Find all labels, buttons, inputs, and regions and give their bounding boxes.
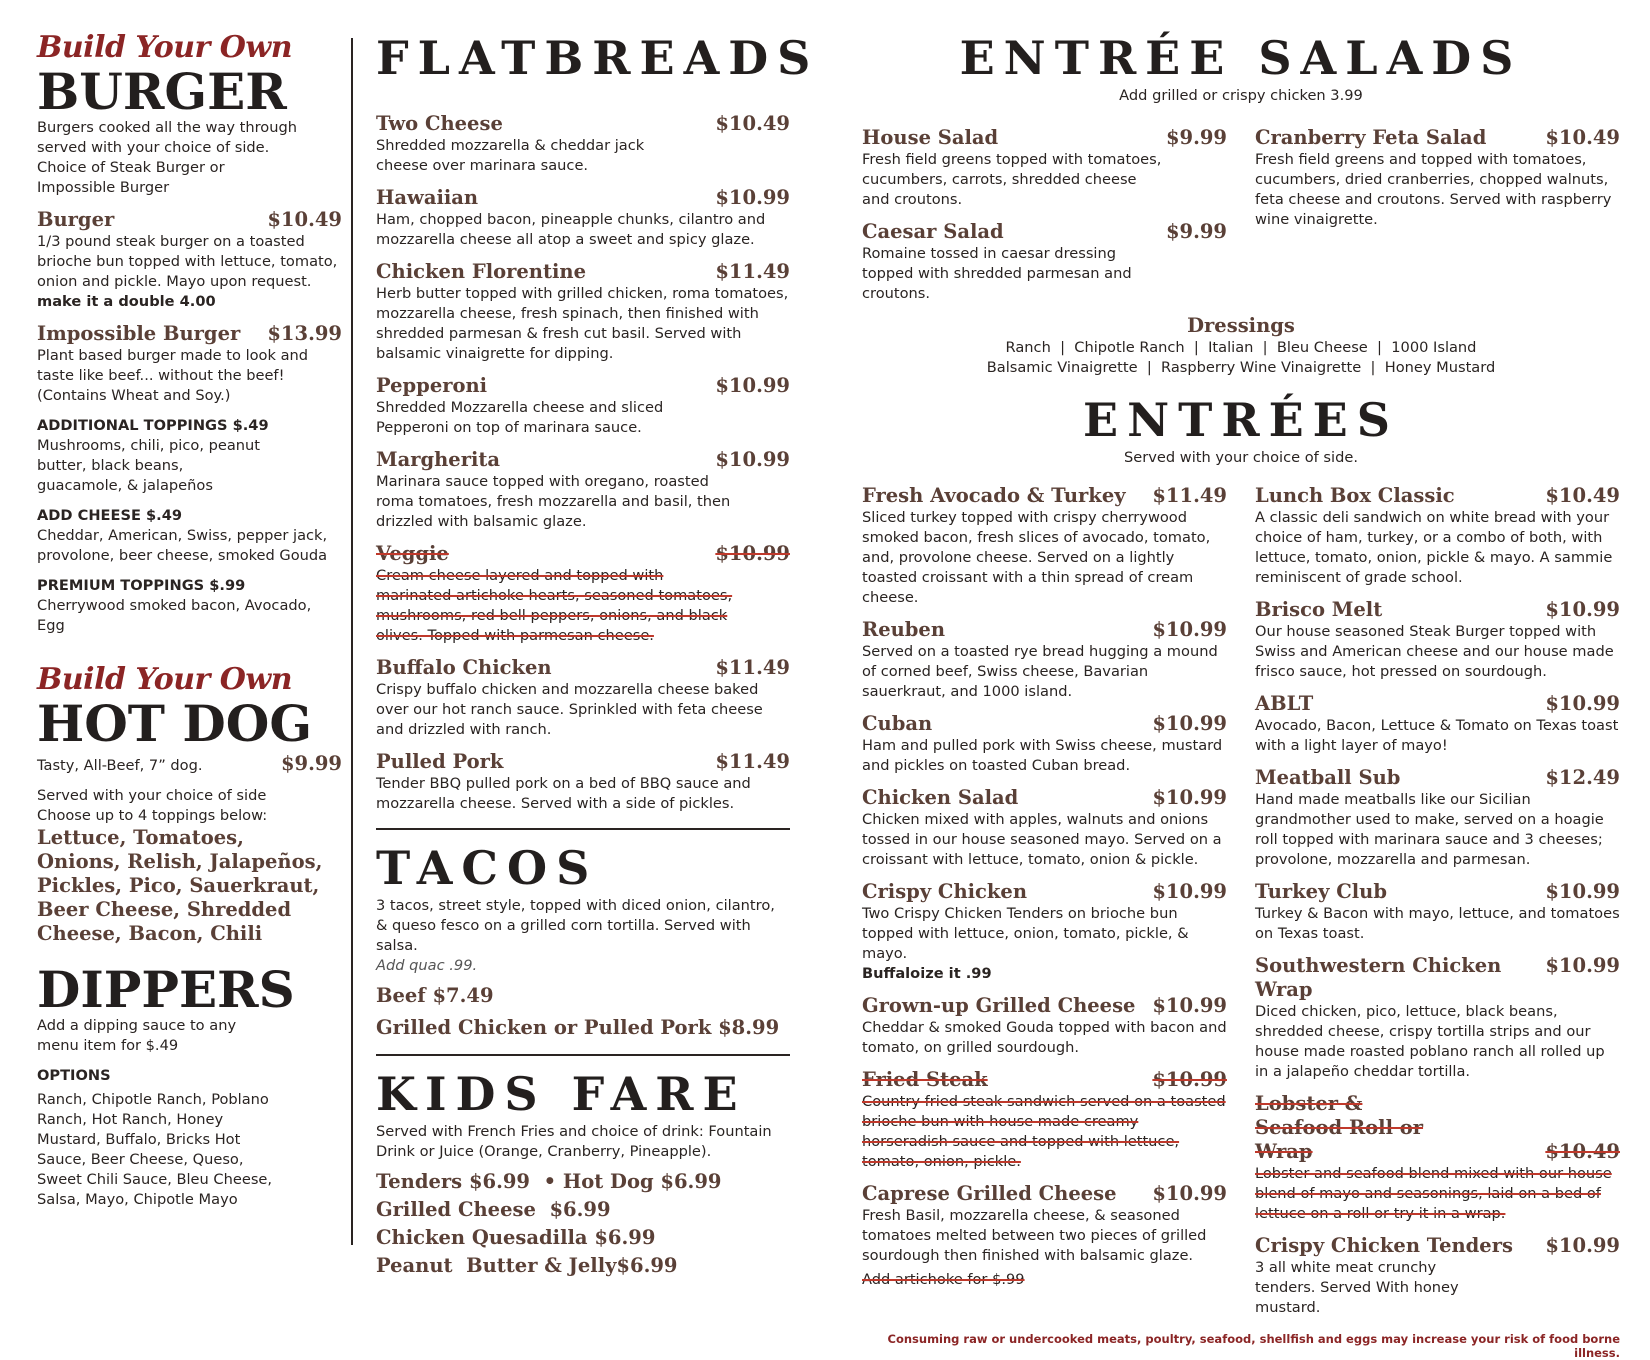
menu-item	[376, 448, 790, 532]
item-name: Impossible Burger	[37, 322, 241, 345]
item-desc: A classic deli sandwich on white bread with your choice of ham, turkey, or a combo of both, with lettuce, tomato, onion, pickle & mayo. A sammie reminiscent of grade school.	[1255, 509, 1613, 586]
item-desc: Plant based burger made to look and taste like beef... without the beef! (Contains Wheat and Soy.)	[37, 347, 309, 404]
item-name: Lobster & Seafood Roll or Wrap	[1255, 1092, 1424, 1163]
kids-row: Chicken Quesadilla $6.99	[376, 1226, 656, 1249]
kids-desc: Served with French Fries and choice of drink: Fountain Drink or Juice (Orange, Cranberry, Pineapple).	[376, 1123, 772, 1160]
item-name: Buffalo Chicken	[376, 656, 552, 679]
item-price: $10.99	[1152, 1068, 1227, 1091]
section-divider	[376, 1054, 790, 1056]
item-name: Chicken Florentine	[376, 260, 586, 283]
tacos-option: Grilled Chicken or Pulled Pork $8.99	[376, 1016, 780, 1039]
item-name: Cranberry Feta Salad	[1255, 126, 1487, 149]
item-price: $12.49	[1545, 766, 1620, 789]
menu-item	[1255, 880, 1620, 944]
item-desc: Turkey & Bacon with mayo, lettuce, and tomatoes on Texas toast.	[1255, 905, 1620, 942]
item-name: Lunch Box Classic	[1255, 484, 1455, 507]
item-price: $11.49	[715, 750, 790, 773]
burger-title: BURGER	[37, 62, 287, 121]
item-name: Crispy Chicken Tenders	[1255, 1234, 1513, 1257]
item-price: $10.99	[1152, 712, 1227, 735]
item-desc: Herb butter topped with grilled chicken, roma tomatoes, mozzarella cheese, fresh spinach, then finished with shredded parmesan & fresh cut basil. Served with balsamic vinaigrette for dipping.	[376, 285, 789, 362]
menu-item	[862, 994, 1227, 1058]
item-price: $10.99	[715, 374, 790, 397]
menu-item	[862, 1182, 1227, 1290]
item-price: $10.99	[1545, 692, 1620, 715]
salads-title: ENTRÉE SALADS	[959, 31, 1523, 85]
item-desc: 1/3 pound steak burger on a toasted brioche bun topped with lettuce, tomato, onion and pickle. Mayo upon request.	[37, 233, 338, 290]
item-desc: Chicken mixed with apples, walnuts and onions tossed in our house seasoned mayo. Served on a croissant with lettuce, tomato, onion & pickle.	[862, 811, 1222, 868]
item-desc: Shredded mozzarella & cheddar jack cheese over marinara sauce.	[376, 137, 645, 174]
item-price: $9.99	[1165, 126, 1227, 149]
item-desc: Diced chicken, pico, lettuce, black beans, shredded cheese, crispy tortilla strips and our house made roasted poblano ranch all rolled up in a jalapeño cheddar tortilla.	[1255, 1003, 1605, 1080]
hotdog-title: HOT DOG	[37, 694, 313, 753]
menu-item	[862, 484, 1227, 608]
toppings-title: ADDITIONAL TOPPINGS $.49	[37, 417, 269, 434]
item-desc: 3 all white meat crunchy tenders. Served With honey mustard.	[1255, 1259, 1459, 1316]
toppings-group	[37, 506, 342, 566]
menu-item	[376, 656, 790, 740]
item-desc: Fresh Basil, mozzarella cheese, & seasoned tomatoes melted between two pieces of grilled sourdough then finished with balsamic glaze.	[862, 1207, 1207, 1264]
column-flatbreads	[376, 30, 820, 1278]
menu-item	[862, 786, 1227, 870]
column-burgers	[37, 30, 342, 1210]
item-extra: make it a double 4.00	[37, 293, 216, 310]
hotdog-toppings: Lettuce, Tomatoes, Onions, Relish, Jalapeños, Pickles, Pico, Sauerkraut, Beer Cheese, Shredded Cheese, Bacon, Chili	[37, 826, 323, 945]
item-price: $10.99	[715, 542, 790, 565]
section-divider	[376, 828, 790, 830]
item-name: House Salad	[862, 126, 999, 149]
hotdog-desc: Tasty, All-Beef, 7” dog.	[37, 757, 203, 774]
menu-item	[1255, 1234, 1620, 1318]
toppings-title: PREMIUM TOPPINGS $.99	[37, 577, 246, 594]
entrees-title: ENTRÉES	[1083, 393, 1399, 447]
item-desc: Tender BBQ pulled pork on a bed of BBQ sauce and mozzarella cheese. Served with a side of pickles.	[376, 775, 751, 812]
menu-item	[862, 712, 1227, 776]
menu-item	[862, 126, 1227, 210]
burger-script-title: Build Your Own	[37, 30, 293, 65]
item-name: Meatball Sub	[1255, 766, 1401, 789]
item-price: $10.99	[1545, 598, 1620, 621]
food-safety-disclaimer: Consuming raw or undercooked meats, poultry, seafood, shellfish and eggs may increase your risk of food borne illness.	[887, 1332, 1620, 1360]
menu-item	[37, 208, 342, 312]
salads-subtitle: Add grilled or crispy chicken 3.99	[1119, 87, 1363, 104]
menu-item	[376, 750, 790, 814]
tacos-note: Add quac .99.	[376, 957, 478, 974]
kids-row: Peanut Butter & Jelly$6.99	[376, 1254, 678, 1277]
dressings-line: Ranch | Chipotle Ranch | Italian | Bleu Cheese | 1000 Island	[1005, 339, 1477, 356]
item-extra: Add artichoke for $.99	[862, 1271, 1025, 1288]
item-price: $10.99	[1152, 1182, 1227, 1205]
item-name: Brisco Melt	[1255, 598, 1383, 621]
item-name: Grown-up Grilled Cheese	[862, 994, 1136, 1017]
item-name: Turkey Club	[1255, 880, 1387, 903]
item-price: $10.99	[715, 186, 790, 209]
item-price: $10.99	[1545, 880, 1620, 903]
burger-intro: Burgers cooked all the way through served with your choice of side. Choice of Steak Burger or Impossible Burger	[37, 119, 297, 196]
dippers-options: Ranch, Chipotle Ranch, Poblano Ranch, Hot Ranch, Honey Mustard, Buffalo, Bricks Hot Sauce, Beer Cheese, Queso, Sweet Chili Sauce, Bleu Cheese, Salsa, Mayo, Chipotle Mayo	[37, 1091, 273, 1208]
flatbreads-title: FLATBREADS	[376, 31, 820, 85]
item-price: $10.99	[1545, 954, 1620, 977]
dressings-line: Balsamic Vinaigrette | Raspberry Wine Vinaigrette | Honey Mustard	[986, 359, 1496, 376]
kids-row: Grilled Cheese $6.99	[376, 1198, 611, 1221]
item-price: $10.99	[715, 448, 790, 471]
menu-item	[862, 880, 1227, 984]
item-name: Two Cheese	[376, 112, 503, 135]
item-desc: Served on a toasted rye bread hugging a mound of corned beef, Swiss cheese, Bavarian sauerkraut, and 1000 island.	[862, 643, 1218, 700]
item-price: $13.99	[267, 322, 342, 345]
toppings-text: Cheddar, American, Swiss, pepper jack, provolone, beer cheese, smoked Gouda	[37, 527, 328, 564]
item-desc: Cheddar & smoked Gouda topped with bacon and tomato, on grilled sourdough.	[862, 1019, 1227, 1056]
menu-item	[376, 112, 790, 176]
toppings-group	[37, 416, 342, 496]
column-salads-entrees	[862, 30, 1620, 1360]
hotdog-price: $9.99	[280, 752, 342, 775]
menu-item	[376, 374, 790, 438]
menu-item	[1255, 766, 1620, 870]
menu-item	[1255, 484, 1620, 588]
item-price: $10.99	[1152, 880, 1227, 903]
item-desc: Cream cheese layered and topped with marinated artichoke hearts, seasoned tomatoes, mushrooms, red bell peppers, onions, and black olives. Topped with parmesan cheese.	[376, 567, 733, 644]
item-price: $10.49	[715, 112, 790, 135]
item-name: Fried Steak	[862, 1068, 988, 1091]
item-name: ABLT	[1255, 692, 1314, 715]
menu-item	[862, 220, 1227, 304]
item-name: Caesar Salad	[862, 220, 1004, 243]
hotdog-served: Served with your choice of side	[37, 787, 267, 804]
item-desc: Crispy buffalo chicken and mozzarella cheese baked over our hot ranch sauce. Sprinkled with feta cheese and drizzled with ranch.	[376, 681, 763, 738]
item-name: Pulled Pork	[376, 750, 504, 773]
toppings-text: Mushrooms, chili, pico, peanut butter, black beans, guacamole, & jalapeños	[37, 437, 260, 494]
kids-title: KIDS FARE	[376, 1067, 747, 1121]
item-desc: Shredded Mozzarella cheese and sliced Pepperoni on top of marinara sauce.	[376, 399, 664, 436]
dressings-title: Dressings	[1187, 314, 1295, 337]
item-desc: Ham and pulled pork with Swiss cheese, mustard and pickles on toasted Cuban bread.	[862, 737, 1223, 774]
item-price: $10.99	[1152, 618, 1227, 641]
item-name: Burger	[37, 208, 115, 231]
item-desc: Two Crispy Chicken Tenders on brioche bun topped with lettuce, onion, tomato, pickle, & mayo.	[862, 905, 1189, 962]
item-desc: Our house seasoned Steak Burger topped with Swiss and American cheese and our house made frisco sauce, hot pressed on sourdough.	[1255, 623, 1614, 680]
hotdog-script-title: Build Your Own	[37, 662, 293, 697]
item-desc: Hand made meatballs like our Sicilian grandmother used to make, served on a hoagie roll topped with marinara sauce and 3 cheeses; provolone, mozzarella and parmesan.	[1255, 791, 1604, 868]
entrees-subtitle: Served with your choice of side.	[1124, 449, 1358, 466]
item-desc: Fresh field greens topped with tomatoes, cucumbers, carrots, shredded cheese and croutons.	[862, 151, 1162, 208]
tacos-option: Beef $7.49	[376, 984, 494, 1007]
tacos-desc: 3 tacos, street style, topped with diced onion, cilantro, & queso fesco on a grilled corn tortilla. Served with salsa.	[376, 897, 775, 954]
item-price: $10.49	[267, 208, 342, 231]
item-name: Hawaiian	[376, 186, 479, 209]
dippers-options-title: OPTIONS	[37, 1067, 111, 1084]
kids-row: Tenders $6.99 • Hot Dog $6.99	[376, 1170, 722, 1193]
menu-item-discontinued	[1255, 1092, 1620, 1224]
item-name: Veggie	[376, 542, 449, 565]
item-price: $10.99	[1152, 994, 1227, 1017]
menu-item-discontinued	[862, 1068, 1227, 1172]
menu-item	[1255, 954, 1620, 1082]
item-price: $10.49	[1545, 484, 1620, 507]
item-name: Cuban	[862, 712, 933, 735]
item-price: $10.99	[1545, 1234, 1620, 1257]
item-name: Caprese Grilled Cheese	[862, 1182, 1117, 1205]
item-name: Pepperoni	[376, 374, 488, 397]
item-name: Crispy Chicken	[862, 880, 1028, 903]
menu-item	[376, 260, 790, 364]
item-desc: Lobster and seafood blend mixed with our house blend of mayo and seasonings, laid on a bed of lettuce on a roll or try it in a wrap.	[1255, 1165, 1612, 1222]
menu-item	[376, 186, 790, 250]
item-name: Southwestern Chicken Wrap	[1255, 954, 1502, 1001]
tacos-title: TACOS	[376, 841, 599, 895]
menu-item	[862, 618, 1227, 702]
menu-item	[1255, 692, 1620, 756]
menu-item	[1255, 126, 1620, 230]
toppings-text: Cherrywood smoked bacon, Avocado, Egg	[37, 597, 312, 634]
item-name: Fresh Avocado & Turkey	[862, 484, 1126, 507]
menu-item	[1255, 598, 1620, 682]
menu-item	[37, 322, 342, 406]
dippers-desc: Add a dipping sauce to any menu item for $.49	[37, 1017, 237, 1054]
item-desc: Avocado, Bacon, Lettuce & Tomato on Texas toast with a light layer of mayo!	[1255, 717, 1619, 754]
item-desc: Ham, chopped bacon, pineapple chunks, cilantro and mozzarella cheese all atop a sweet and spicy glaze.	[376, 211, 766, 248]
item-name: Chicken Salad	[862, 786, 1019, 809]
item-price: $11.49	[715, 656, 790, 679]
hotdog-choose: Choose up to 4 toppings below:	[37, 807, 268, 824]
column-divider	[351, 38, 353, 1245]
item-desc: Romaine tossed in caesar dressing topped with shredded parmesan and croutons.	[862, 245, 1132, 302]
item-extra: Buffaloize it .99	[862, 965, 992, 982]
item-desc: Sliced turkey topped with crispy cherrywood smoked bacon, fresh slices of avocado, tomato, and, provolone cheese. Served on a lightly toasted croissant with a thin spread of cream cheese.	[862, 509, 1211, 606]
menu-item-discontinued	[376, 542, 790, 646]
item-price: $9.99	[1165, 220, 1227, 243]
item-name: Margherita	[376, 448, 501, 471]
item-desc: Fresh field greens and topped with tomatoes, cucumbers, dried cranberries, chopped walnuts, feta cheese and croutons. Served with raspberry wine vinaigrette.	[1255, 151, 1612, 228]
item-desc: Country fried steak sandwich served on a toasted brioche bun with house made creamy horseradish sauce and topped with lettuce, tomato, onion, pickle.	[862, 1093, 1226, 1170]
item-price: $10.99	[1152, 786, 1227, 809]
dippers-title: DIPPERS	[37, 960, 295, 1019]
item-price: $10.49	[1545, 1140, 1620, 1163]
item-price: $11.49	[715, 260, 790, 283]
item-price: $11.49	[1152, 484, 1227, 507]
item-price: $10.49	[1545, 126, 1620, 149]
toppings-group	[37, 576, 342, 636]
item-name: Reuben	[862, 618, 946, 641]
toppings-title: ADD CHEESE $.49	[37, 507, 183, 524]
item-desc: Marinara sauce topped with oregano, roasted roma tomatoes, fresh mozzarella and basil, then drizzled with balsamic glaze.	[376, 473, 731, 530]
